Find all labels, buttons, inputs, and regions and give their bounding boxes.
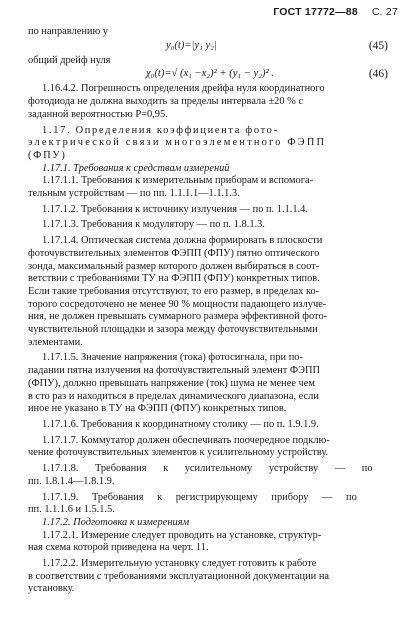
- paragraph-line: падании пятна излучения на фоточувствительный элемент ФЭПП: [28, 365, 320, 377]
- formula-45: [28, 39, 390, 55]
- paragraph-line: ветствии с требованиями ТУ на ФЭПП (ФПУ) конкретных типов.: [28, 273, 320, 285]
- paragraph-line: 1.16.4.2. Погрешность определения дрейфа нуля координатного: [42, 83, 325, 95]
- paragraph-line: 1.17.1.7. Коммутатор должен обеспечивать поочередное подклю-: [42, 434, 330, 446]
- paragraph-line: (ФПУ), должно превышать напряжение (ток) шума не менее чем: [28, 377, 315, 389]
- page-number: С. 27: [371, 6, 398, 18]
- paragraph-line: 1.17.2.2. Измерительную установку следует готовить к работе: [42, 558, 317, 570]
- paragraph-line: 1.17.1.1. Требования к измерительным приборам и вспомога-: [42, 175, 314, 187]
- paragraph-line: 1.17.1.5. Значение напряжения (тока) фотосигнала, при по-: [42, 352, 303, 364]
- section-heading: (ФПУ): [28, 149, 67, 161]
- paragraph-line: тельным устройствам — по пп. 1.1.1.1—1.1.1.3.: [28, 188, 240, 200]
- paragraph-line: в сто раз и находиться в пределах динамического диапазона, если: [28, 390, 319, 402]
- paragraph-line: ная схема которой приведена на черт. 11.: [28, 542, 209, 554]
- paragraph-line: 1.17.1.4. Оптическая система должна формировать в плоскости: [42, 235, 323, 247]
- formula-46: [28, 67, 390, 83]
- page-header: [98, 6, 398, 19]
- paragraph-line: 1.17.1.6. Требования к координатному столику — по п. 1.9.1.9.: [42, 418, 319, 430]
- paragraph-line: иное не указано в ТУ на ФЭПП (ФПУ) конкретных типов.: [28, 403, 287, 415]
- formula-number: (46): [368, 68, 388, 81]
- paragraph-line: чувствительной площадки и зазора между фоточувствительными: [28, 324, 318, 336]
- paragraph-line: 1.17.2.1. Измерение следует проводить на установке, структур-: [42, 529, 322, 541]
- subsection-heading: 1.17.1. Требования к средствам измерений: [42, 162, 230, 174]
- paragraph-line: фоточувствительных элементов ФЭПП (ФПУ) пятно оптического: [28, 247, 320, 259]
- formula-expression: y₀(t)=|y₁ y₂|: [166, 39, 217, 51]
- paragraph-line: пп. 1.1.1.6 и 1.5.1.5.: [28, 504, 115, 516]
- text-line: общий дрейф нуля: [28, 54, 111, 66]
- page-body: [28, 26, 390, 596]
- formula-number: (45): [368, 39, 388, 52]
- paragraph-line: элементами.: [28, 336, 83, 348]
- section-heading: 1.17. Определения коэффициента фото-: [42, 124, 279, 136]
- paragraph-line: установку.: [28, 583, 75, 595]
- standard-number: ГОСТ 17772—88: [273, 6, 358, 18]
- section-heading: электрической связи многоэлементного ФЭПП: [28, 137, 327, 149]
- paragraph-line: чение фоточувствительных элементов к усилительному устройству.: [28, 447, 329, 459]
- subsection-heading: 1.17.2. Подготовка к измерениям: [42, 516, 190, 528]
- text-line: по направлению y: [28, 26, 108, 37]
- paragraph-line: 1.17.1.8. Требования к усилительному устройству — по: [42, 463, 373, 475]
- paragraph-line: торого сосредоточено не менее 90 % мощности падающего излуче-: [28, 298, 327, 310]
- paragraph-line: ния, не должен превышать суммарного размера эффективной фото-: [28, 311, 328, 323]
- paragraph-line: 1.17.1.2. Требования к источнику излучения — по п. 1.1.1.4.: [42, 203, 308, 215]
- paragraph-line: в соответствии с требованиями эксплуатационной документации на: [28, 570, 329, 582]
- paragraph-line: пп. 1.8.1.4—1.8.1.9.: [28, 475, 115, 487]
- paragraph-line: Если такие требования отсутствуют, то его размер, в пределах ко-: [28, 285, 320, 297]
- paragraph-line: 1.17.1.9. Требования к регистрирующему прибору — по: [42, 491, 357, 503]
- paragraph-line: заданной вероятностью P=0,95.: [28, 108, 168, 120]
- paragraph-line: 1.17.1.3. Требования к модулятору — по п. 1.8.1.3.: [42, 219, 265, 231]
- formula-expression: χ₀(t)=√ (x₁ −x₂)² + (y₁ − y₂)² .: [146, 68, 274, 80]
- paragraph-line: зонда, максимальный размер которого должен выбираться в соот-: [28, 260, 320, 272]
- paragraph-line: фотодиода не должна выходить за пределы интервала ±20 % с: [28, 96, 303, 108]
